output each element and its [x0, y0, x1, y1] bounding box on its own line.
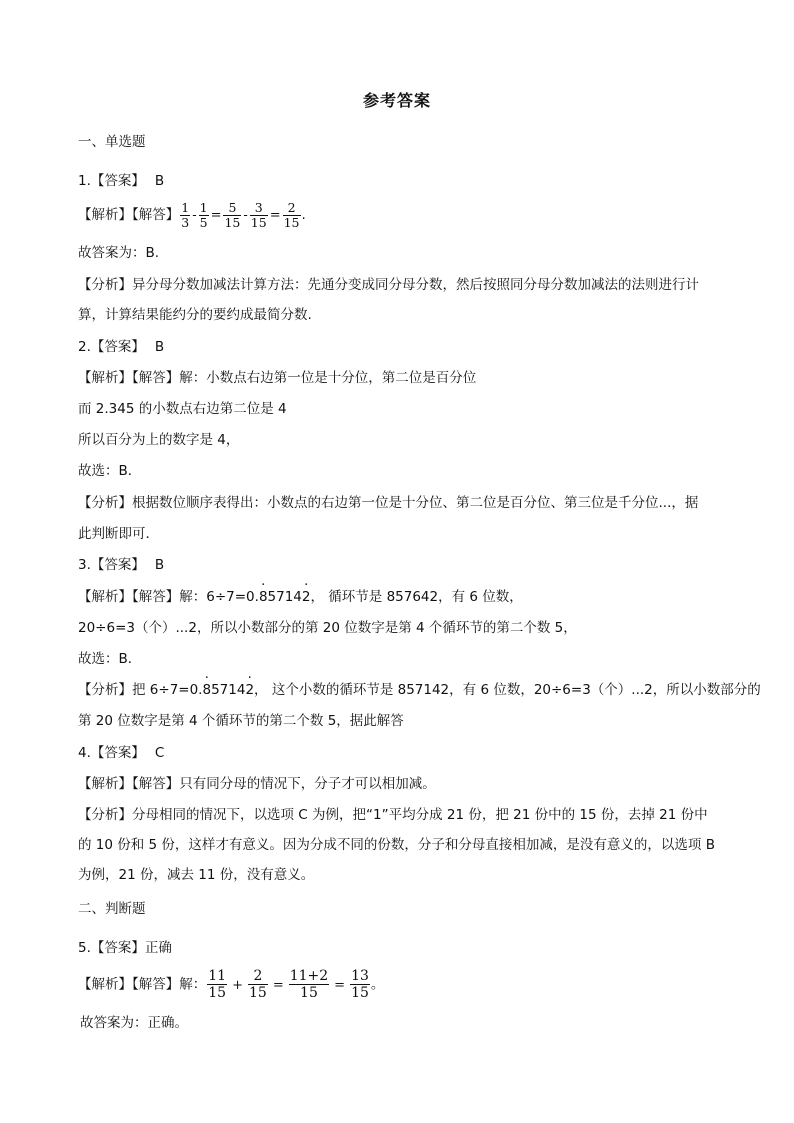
q1-fraction-3: $\frac{5}{15}$: [224, 199, 241, 230]
q1-fenxi-line2: 算，计算结果能约分的要约成最简分数.: [78, 307, 312, 323]
q2-fenxi-line1: 【分析】根据数位顺序表得出：小数点的右边第一位是十分位、第二位是百分位、第三位是千分位...，据: [78, 495, 699, 511]
q3-fenxi-line1: 【分析】把 6÷7=0.· 85714· 2， 这个小数的循环节是 857142，有 6 位数，20÷6=3（个）...2，所以小数部分的: [78, 680, 761, 700]
q5-analysis-prefix: 【解析】【解答】解：: [78, 976, 207, 993]
q1-fraction-5: $\frac{2}{15}$: [283, 199, 300, 230]
section-heading-judge: 二、判断题: [78, 901, 146, 917]
q3-fenxi-line2: 第 20 位数字是第 4 个循环节的第二个数 5，据此解答: [78, 713, 404, 729]
q1-analysis: 【解析】【解答】 $\frac{1}{3}$ - $\frac{1}{5}$ = $\frac{5}{15}$ - $\frac{3}{15}$ = $\frac{2}{15}$ .: [78, 199, 306, 230]
q3-answer: [78, 555, 164, 575]
q5-fraction-2: $\frac{2}{15}$: [248, 968, 267, 1001]
q2-answer-label: 2.【答案】: [78, 339, 145, 355]
q4-answer-label: 4.【答案】: [78, 745, 145, 761]
q4-analysis-line1: 【解析】【解答】只有同分母的情况下，分子才可以相加减。: [78, 776, 436, 792]
q4-answer: [78, 743, 164, 763]
q1-fraction-2: $\frac{1}{5}$: [199, 199, 208, 230]
q1-answer-label: 1.【答案】: [78, 173, 145, 189]
q4-fenxi: 【分析】分母相同的情况下，以选项 C 为例，把“1”平均分成 21 份，把 21 份中的 15 份，去掉 21 份中的 10 份和 5 份，这样才有意义。因为分成不同的份数，分子和分母直接相加减，是没有意义的，以选项 B 为例，21 份，减去 11 份，没有意义。: [78, 807, 715, 883]
q1-conclusion: 故答案为：B.: [78, 245, 160, 261]
q1-fenxi-line1: 【分析】异分母分数加减法计算方法：先通分变成同分母分数，然后按照同分母分数加减法的法则进行计: [78, 277, 699, 293]
q2-analysis-line2: 而 2.345 的小数点右边第二位是 4: [78, 401, 287, 417]
q5-fraction-1: $\frac{11}{15}$: [208, 968, 227, 1001]
section-heading-single-choice: 一、单选题: [78, 134, 146, 150]
q3-analysis-line1: 【解析】【解答】解：6÷7=0.· 85714· 2， 循环节是 857642，有 6 位数，: [78, 587, 523, 607]
q5-fraction-3: $\frac{11+2}{15}$: [289, 968, 329, 1001]
q2-analysis-line3: 所以百分为上的数字是 4，: [78, 432, 240, 448]
q1-answer-value: B: [154, 173, 165, 189]
q5-fraction-4: $\frac{13}{15}$: [351, 968, 369, 1001]
q3-conclusion: 故选：B．: [78, 651, 142, 667]
q2-fenxi-line2: 此判断即可．: [78, 526, 159, 542]
repeating-dot-digit: · 2: [302, 587, 311, 607]
q5-answer: [78, 938, 172, 958]
q5-analysis: 【解析】【解答】解： $\frac{11}{15}$ + $\frac{2}{15}$ = $\frac{11+2}{15}$ = $\frac{13}{15}$ 。: [78, 968, 385, 1001]
q1-analysis-prefix: 【解析】【解答】: [78, 207, 180, 223]
q2-conclusion: 故选：B．: [78, 463, 142, 479]
q2-analysis-line1: 【解析】【解答】解：小数点右边第一位是十分位，第二位是百分位: [78, 370, 477, 386]
q5-conclusion: 故答案为：正确。: [80, 1015, 188, 1031]
q5-answer-value: 正确: [144, 940, 172, 956]
q1-fraction-4: $\frac{3}{15}$: [250, 199, 267, 230]
q5-answer-label: 5.【答案】: [78, 940, 145, 956]
q3-answer-value: B: [154, 557, 165, 573]
q1-fraction-1: $\frac{1}{3}$: [181, 199, 190, 230]
repeating-dot-digit: · 8: [202, 680, 211, 700]
q2-answer: [78, 337, 164, 357]
q3-analysis-line2: 20÷6=3（个）...2，所以小数部分的第 20 位数字是第 4 个循环节的第二个数 5，: [78, 620, 577, 636]
q2-answer-value: B: [154, 339, 165, 355]
repeating-dot-digit: · 2: [245, 680, 254, 700]
q4-answer-value: C: [154, 745, 165, 761]
repeating-dot-digit: · 8: [259, 587, 268, 607]
page-title: 参考答案: [362, 91, 431, 110]
q1-answer: [78, 171, 164, 191]
q3-answer-label: 3.【答案】: [78, 557, 145, 573]
